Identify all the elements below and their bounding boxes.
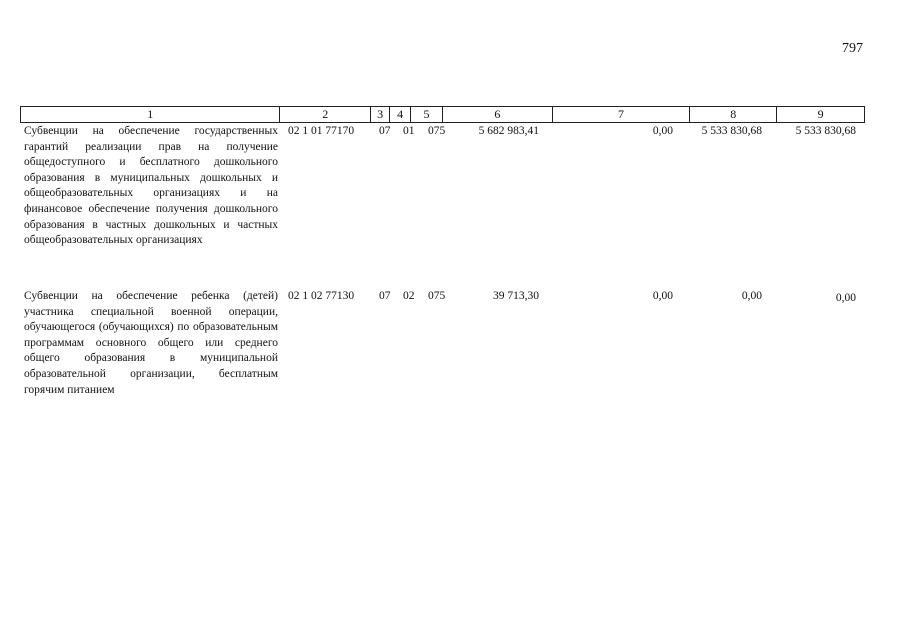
row-col8-value: 0,00 bbox=[741, 290, 762, 302]
row-vid-rashodov: 075 bbox=[428, 125, 446, 137]
row-col6-value: 5 682 983,41 bbox=[478, 125, 539, 137]
row-razdel: 07 bbox=[379, 290, 391, 302]
row-col6-value: 39 713,30 bbox=[493, 290, 539, 302]
header-col-7: 7 bbox=[553, 107, 691, 122]
header-col-9: 9 bbox=[817, 107, 824, 121]
row-code: 02 1 02 77130 bbox=[288, 290, 355, 302]
row-col9-value: 0,00 bbox=[835, 292, 856, 304]
header-col-2: 2 bbox=[280, 107, 371, 122]
row-col7-value: 0,00 bbox=[652, 125, 673, 137]
row-razdel: 07 bbox=[379, 125, 391, 137]
row-podrazdel: 02 bbox=[403, 290, 415, 302]
row-vid-rashodov: 075 bbox=[428, 290, 446, 302]
row-col7-value: 0,00 bbox=[652, 290, 673, 302]
row-podrazdel: 01 bbox=[403, 125, 415, 137]
table-header bbox=[20, 106, 865, 123]
row-description: Субвенции на обеспечение ребенка (детей) участника специальной военной операции, обучающегося (обучающихся) по образовательным программам основного общего или среднего общего образования в муниципальной образовательной организации, бесплатным горячим питанием bbox=[24, 290, 278, 396]
row-code: 02 1 01 77170 bbox=[288, 125, 355, 137]
header-col-4: 4 bbox=[390, 107, 411, 122]
row-col8-value: 5 533 830,68 bbox=[701, 125, 762, 137]
header-col-8: 8 bbox=[690, 107, 777, 122]
header-col-5: 5 bbox=[411, 107, 443, 122]
row-description: Субвенции на обеспечение государственных гарантий реализации прав на получение общедоступного и бесплатного дошкольного образования в муниципальных дошкольных и общеобразовательных организациях и на финансовое обеспечение получения дошкольного образования в частных дошкольных и частных общеобразовательных организациях bbox=[24, 125, 278, 247]
header-col-6: 6 bbox=[443, 107, 553, 122]
header-col-3: 3 bbox=[371, 107, 390, 122]
header-col-1: 1 bbox=[21, 107, 280, 122]
page-number: 797 bbox=[842, 41, 863, 56]
row-col9-value: 5 533 830,68 bbox=[795, 125, 856, 137]
